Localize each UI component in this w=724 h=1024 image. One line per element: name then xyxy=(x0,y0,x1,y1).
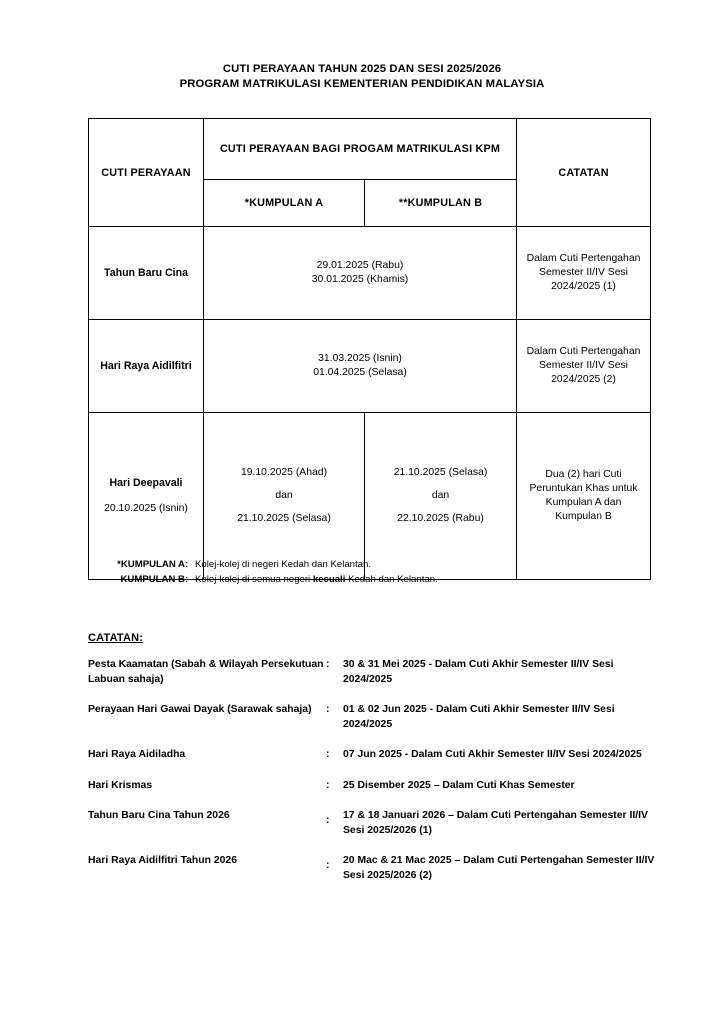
table-row xyxy=(89,227,651,320)
catatan-item-colon: : xyxy=(326,779,330,791)
footnote-colon: : xyxy=(185,573,189,585)
catatan-list xyxy=(88,658,658,899)
catatan-item xyxy=(88,703,658,732)
date-line-1: 19.10.2025 (Ahad) xyxy=(240,467,328,478)
header-cuti-perayaan: CUTI PERAYAAN xyxy=(89,119,204,227)
catatan-item-label: Pesta Kaamatan (Sabah & Wilayah Persekutuan Labuan sahaja) xyxy=(88,659,324,685)
catatan-item-colon: : xyxy=(326,749,330,760)
catatan-item xyxy=(88,854,658,883)
row-dates-group-b xyxy=(365,413,517,580)
title-line-1: CUTI PERAYAAN TAHUN 2025 DAN SESI 2025/2026 xyxy=(222,63,502,75)
catatan-item xyxy=(88,779,658,794)
footnote-text-before: Kolej-kolej di negeri Kedah dan Kelantan. xyxy=(195,559,372,570)
title-line-2: PROGRAM MATRIKULASI KEMENTERIAN PENDIDIKAN MALAYSIA xyxy=(179,78,545,90)
table-row xyxy=(89,413,651,580)
catatan-item-colon: : xyxy=(326,704,330,715)
date-line-2: 01.04.2025 (Selasa) xyxy=(313,367,407,378)
row-note: Dalam Cuti Pertengahan Semester II/IV Sesi 2024/2025 (2) xyxy=(517,320,651,413)
row-note: Dua (2) hari Cuti Peruntukan Khas untuk Kumpulan A dan Kumpulan B xyxy=(517,413,651,580)
date-line-1: 21.10.2025 (Selasa) xyxy=(393,467,488,478)
catatan-item-value: 17 & 18 Januari 2026 – Dalam Cuti Pertengahan Semester II/IV Sesi 2025/2026 (1) xyxy=(343,810,648,836)
event-label: Tahun Baru Cina xyxy=(104,266,188,279)
catatan-item-label: Hari Raya Aidilfitri Tahun 2026 xyxy=(88,855,237,866)
date-line-2: 22.10.2025 (Rabu) xyxy=(397,513,484,524)
catatan-item-colon: : xyxy=(326,659,330,670)
catatan-item-label: Hari Krismas xyxy=(88,779,153,791)
catatan-item-value: 25 Disember 2025 – Dalam Cuti Khas Semester xyxy=(343,779,575,791)
header-group-main: CUTI PERAYAAN BAGI PROGAM MATRIKULASI KPM xyxy=(204,119,517,180)
date-connector: dan xyxy=(431,490,450,501)
footnote-text-before: Kolej-kolej di semua negeri xyxy=(195,573,313,585)
footnote-text-after: Kedah dan Kelantan. xyxy=(345,573,438,585)
row-dates-merged xyxy=(204,320,517,413)
table-header-row-main xyxy=(89,119,651,180)
row-dates-group-a xyxy=(204,413,365,580)
row-event-name xyxy=(89,413,204,580)
catatan-item-colon: : xyxy=(326,860,330,871)
footnote-kumpulan-b xyxy=(88,573,648,588)
footnote-kumpulan-a xyxy=(88,558,648,573)
table-footnotes xyxy=(88,558,648,587)
catatan-heading: CATATAN: xyxy=(88,632,144,644)
holiday-table xyxy=(88,118,651,580)
table-row xyxy=(89,320,651,413)
row-dates-merged xyxy=(204,227,517,320)
header-kumpulan-a: *KUMPULAN A xyxy=(204,180,365,227)
catatan-item-value: 30 & 31 Mei 2025 - Dalam Cuti Akhir Semester II/IV Sesi 2024/2025 xyxy=(343,659,614,685)
catatan-item-label: Hari Raya Aidiladha xyxy=(88,749,186,760)
footnote-text xyxy=(195,558,648,573)
header-kumpulan-b: **KUMPULAN B xyxy=(365,180,517,227)
date-line-1: 31.03.2025 (Isnin) xyxy=(318,353,402,364)
event-label: Hari Deepavali xyxy=(109,477,183,489)
event-sub-date: 20.10.2025 (Isnin) xyxy=(104,503,188,514)
catatan-item-label: Perayaan Hari Gawai Dayak (Sarawak sahaja) xyxy=(88,704,312,715)
date-connector: dan xyxy=(275,490,293,501)
event-label: Hari Raya Aidilfitri xyxy=(100,359,192,372)
catatan-item xyxy=(88,809,658,838)
footnote-text xyxy=(195,573,648,588)
catatan-item-value: 01 & 02 Jun 2025 - Dalam Cuti Akhir Semester II/IV Sesi 2024/2025 xyxy=(343,704,615,730)
catatan-item-value: 07 Jun 2025 - Dalam Cuti Akhir Semester II/IV Sesi 2024/2025 xyxy=(343,749,642,760)
header-catatan: CATATAN xyxy=(517,119,651,227)
document-title xyxy=(0,62,724,92)
row-event-name xyxy=(89,227,204,320)
catatan-item-value: 20 Mac & 21 Mac 2025 – Dalam Cuti Pertengahan Semester II/IV Sesi 2025/2026 (2) xyxy=(343,855,655,881)
footnote-label: KUMPULAN B xyxy=(120,573,185,585)
catatan-item xyxy=(88,748,658,763)
catatan-item-colon: : xyxy=(326,815,330,826)
date-line-2: 21.10.2025 (Selasa) xyxy=(237,513,331,524)
date-line-1: 29.01.2025 (Rabu) xyxy=(316,260,404,271)
footnote-colon: : xyxy=(185,559,189,570)
date-line-2: 30.01.2025 (Khamis) xyxy=(311,274,409,285)
footnote-label: *KUMPULAN A xyxy=(117,559,185,570)
row-event-name xyxy=(89,320,204,413)
footnote-emphasis: kecuali xyxy=(312,573,346,585)
catatan-item-label: Tahun Baru Cina Tahun 2026 xyxy=(88,810,230,821)
row-note: Dalam Cuti Pertengahan Semester II/IV Sesi 2024/2025 (1) xyxy=(517,227,651,320)
catatan-item xyxy=(88,658,658,687)
